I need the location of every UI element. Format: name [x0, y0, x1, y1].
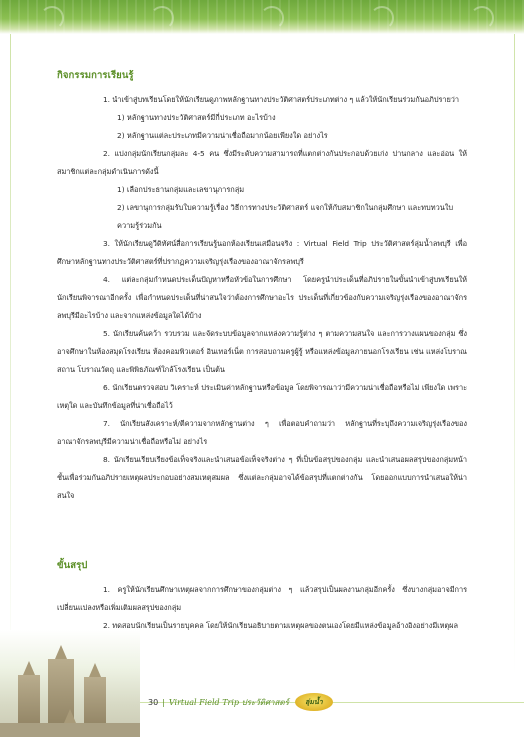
right-margin-rule — [514, 34, 515, 674]
numbered-paragraph: 7. นักเรียนสังเคราะห์/ตีความจากหลักฐานต่าง ๆ เพื่อตอบคำถามว่า หลักฐานที่ระบุถึงความเจริญรุ่งเรืองของอาณาจักรลพบุรีมีความน่าเชื่อถือหรือไม่ อย่างไร — [57, 419, 467, 446]
summary-section — [57, 558, 467, 635]
sub-item: 2) เลขานุการกลุ่มรับใบความรู้เรื่อง วิธีการทางประวัติศาสตร์ แจกให้กับสมาชิกในกลุ่มศึกษา และทบทวนใบความรู้ร่วมกัน — [117, 203, 454, 230]
sub-item: 2) หลักฐานแต่ละประเภทมีความน่าเชื่อถือมากน้อยเพียงใด อย่างไร — [117, 131, 328, 140]
temple-ruins-photo — [0, 630, 140, 737]
activities-heading: กิจกรรมการเรียนรู้ — [57, 70, 134, 81]
numbered-paragraph: 2. ทดสอบนักเรียนเป็นรายบุคคล โดยให้นักเรียนอธิบายตามเหตุผลของตนเองโดยมีแหล่งข้อมูลอ้างอิงอย่างมีเหตุผล — [103, 621, 458, 630]
numbered-paragraph: 8. นักเรียนเรียบเรียงข้อเท็จจริงและนำเสนอข้อเท็จจริงต่าง ๆ ที่เป็นข้อสรุปของกลุ่ม และนำเสนอผลสรุปของกลุ่มหน้าชั้นเพื่อร่วมกันอภิปรายเหตุผลประกอบอย่างสมเหตุสมผล ซึ่งแต่ละกลุ่มอาจได้ข้อสรุปที่แตกต่างกัน โดยออกแบบการนำเสนอให้น่าสนใจ — [57, 455, 467, 500]
numbered-paragraph: 1. ครูให้นักเรียนศึกษาเหตุผลจากการศึกษาของกลุ่มต่าง ๆ แล้วสรุปเป็นผลงานกลุ่มอีกครั้ง ซึ่งบางกลุ่มอาจมีการเปลี่ยนแปลงหรือเพิ่มเติมผลสรุปของกลุ่ม — [57, 585, 467, 612]
header-decoration-band — [0, 0, 524, 34]
footer-title: Virtual Field Trip ประวัติศาสตร์ — [168, 697, 289, 707]
numbered-paragraph: 3. ให้นักเรียนดูวีดิทัศน์สื่อการเรียนรู้นอกห้องเรียนเสมือนจริง : Virtual Field Trip ประวัติศาสตร์ลุ่มน้ำลพบุรี เพื่อศึกษาหลักฐานทางประวัติศาสตร์ที่ปรากฏความเจริญรุ่งเรืองของอาณาจักรลพบุรี — [57, 239, 467, 266]
activities-section — [57, 68, 467, 505]
lopburi-logo-badge: ลุ่มน้ำ — [295, 693, 333, 711]
numbered-paragraph: 6. นักเรียนตรวจสอบ วิเคราะห์ ประเมินค่าหลักฐานหรือข้อมูล โดยพิจารณาว่ามีความน่าเชื่อถือหรือไม่ เพียงใด เพราะเหตุใด และบันทึกข้อมูลที่น่าเชื่อถือไว้ — [57, 383, 467, 410]
vine-ornament-icon — [470, 6, 494, 30]
vine-ornament-icon — [370, 6, 394, 30]
summary-heading: ขั้นสรุป — [57, 560, 88, 571]
numbered-paragraph: 1. นำเข้าสู่บทเรียนโดยให้นักเรียนดูภาพหลักฐานทางประวัติศาสตร์ประเภทต่าง ๆ แล้วให้นักเรียนร่วมกันอภิปรายว่า — [103, 95, 459, 104]
page-number: 30 — [148, 697, 159, 707]
vine-ornament-icon — [260, 6, 284, 30]
activities-list — [57, 91, 467, 505]
page-footer — [148, 690, 333, 714]
numbered-paragraph: 4. แต่ละกลุ่มกำหนดประเด็นปัญหาหรือหัวข้อในการศึกษา โดยครูนำประเด็นที่อภิปรายในขั้นนำเข้าสู่บทเรียนให้นักเรียนพิจารณาอีกครั้ง เพื่อกำหนดประเด็นที่น่าสนใจว่าต้องการศึกษาอะไร ประเด็นที่เกี่ยวข้องกับความเจริญรุ่งเรืองของอาณาจักรลพบุรีมีอะไรบ้าง และจากแหล่งข้อมูลใดได้บ้าง — [57, 275, 467, 320]
numbered-paragraph: 5. นักเรียนค้นคว้า รวบรวม และจัดระบบข้อมูลจากแหล่งความรู้ต่าง ๆ ตามความสนใจ และการวางแผนของกลุ่ม ซึ่งอาจศึกษาในห้องสมุดโรงเรียน ห้องคอมพิวเตอร์ อินเทอร์เน็ต การสอบถามครูผู้รู้ หรือแหล่งข้อมูลภายนอกโรงเรียน เช่น แหล่งโบราณสถาน โบราณวัตถุ และพิพิธภัณฑ์ใกล้โรงเรียน เป็นต้น — [57, 329, 467, 374]
sub-item: 1) หลักฐานทางประวัติศาสตร์มีกี่ประเภท อะไรบ้าง — [117, 113, 276, 122]
vine-ornament-icon — [40, 6, 64, 30]
left-margin-rule — [10, 34, 11, 674]
vine-ornament-icon — [150, 6, 174, 30]
footer-separator: | — [162, 697, 165, 707]
numbered-paragraph: 2. แบ่งกลุ่มนักเรียนกลุ่มละ 4-5 คน ซึ่งมีระดับความสามารถที่แตกต่างกันประกอบด้วยเก่ง ปานกลาง และอ่อน ให้สมาชิกแต่ละกลุ่มดำเนินการดังนี้ — [57, 149, 467, 176]
summary-list — [57, 581, 467, 635]
sub-item: 1) เลือกประธานกลุ่มและเลขานุการกลุ่ม — [117, 185, 245, 194]
